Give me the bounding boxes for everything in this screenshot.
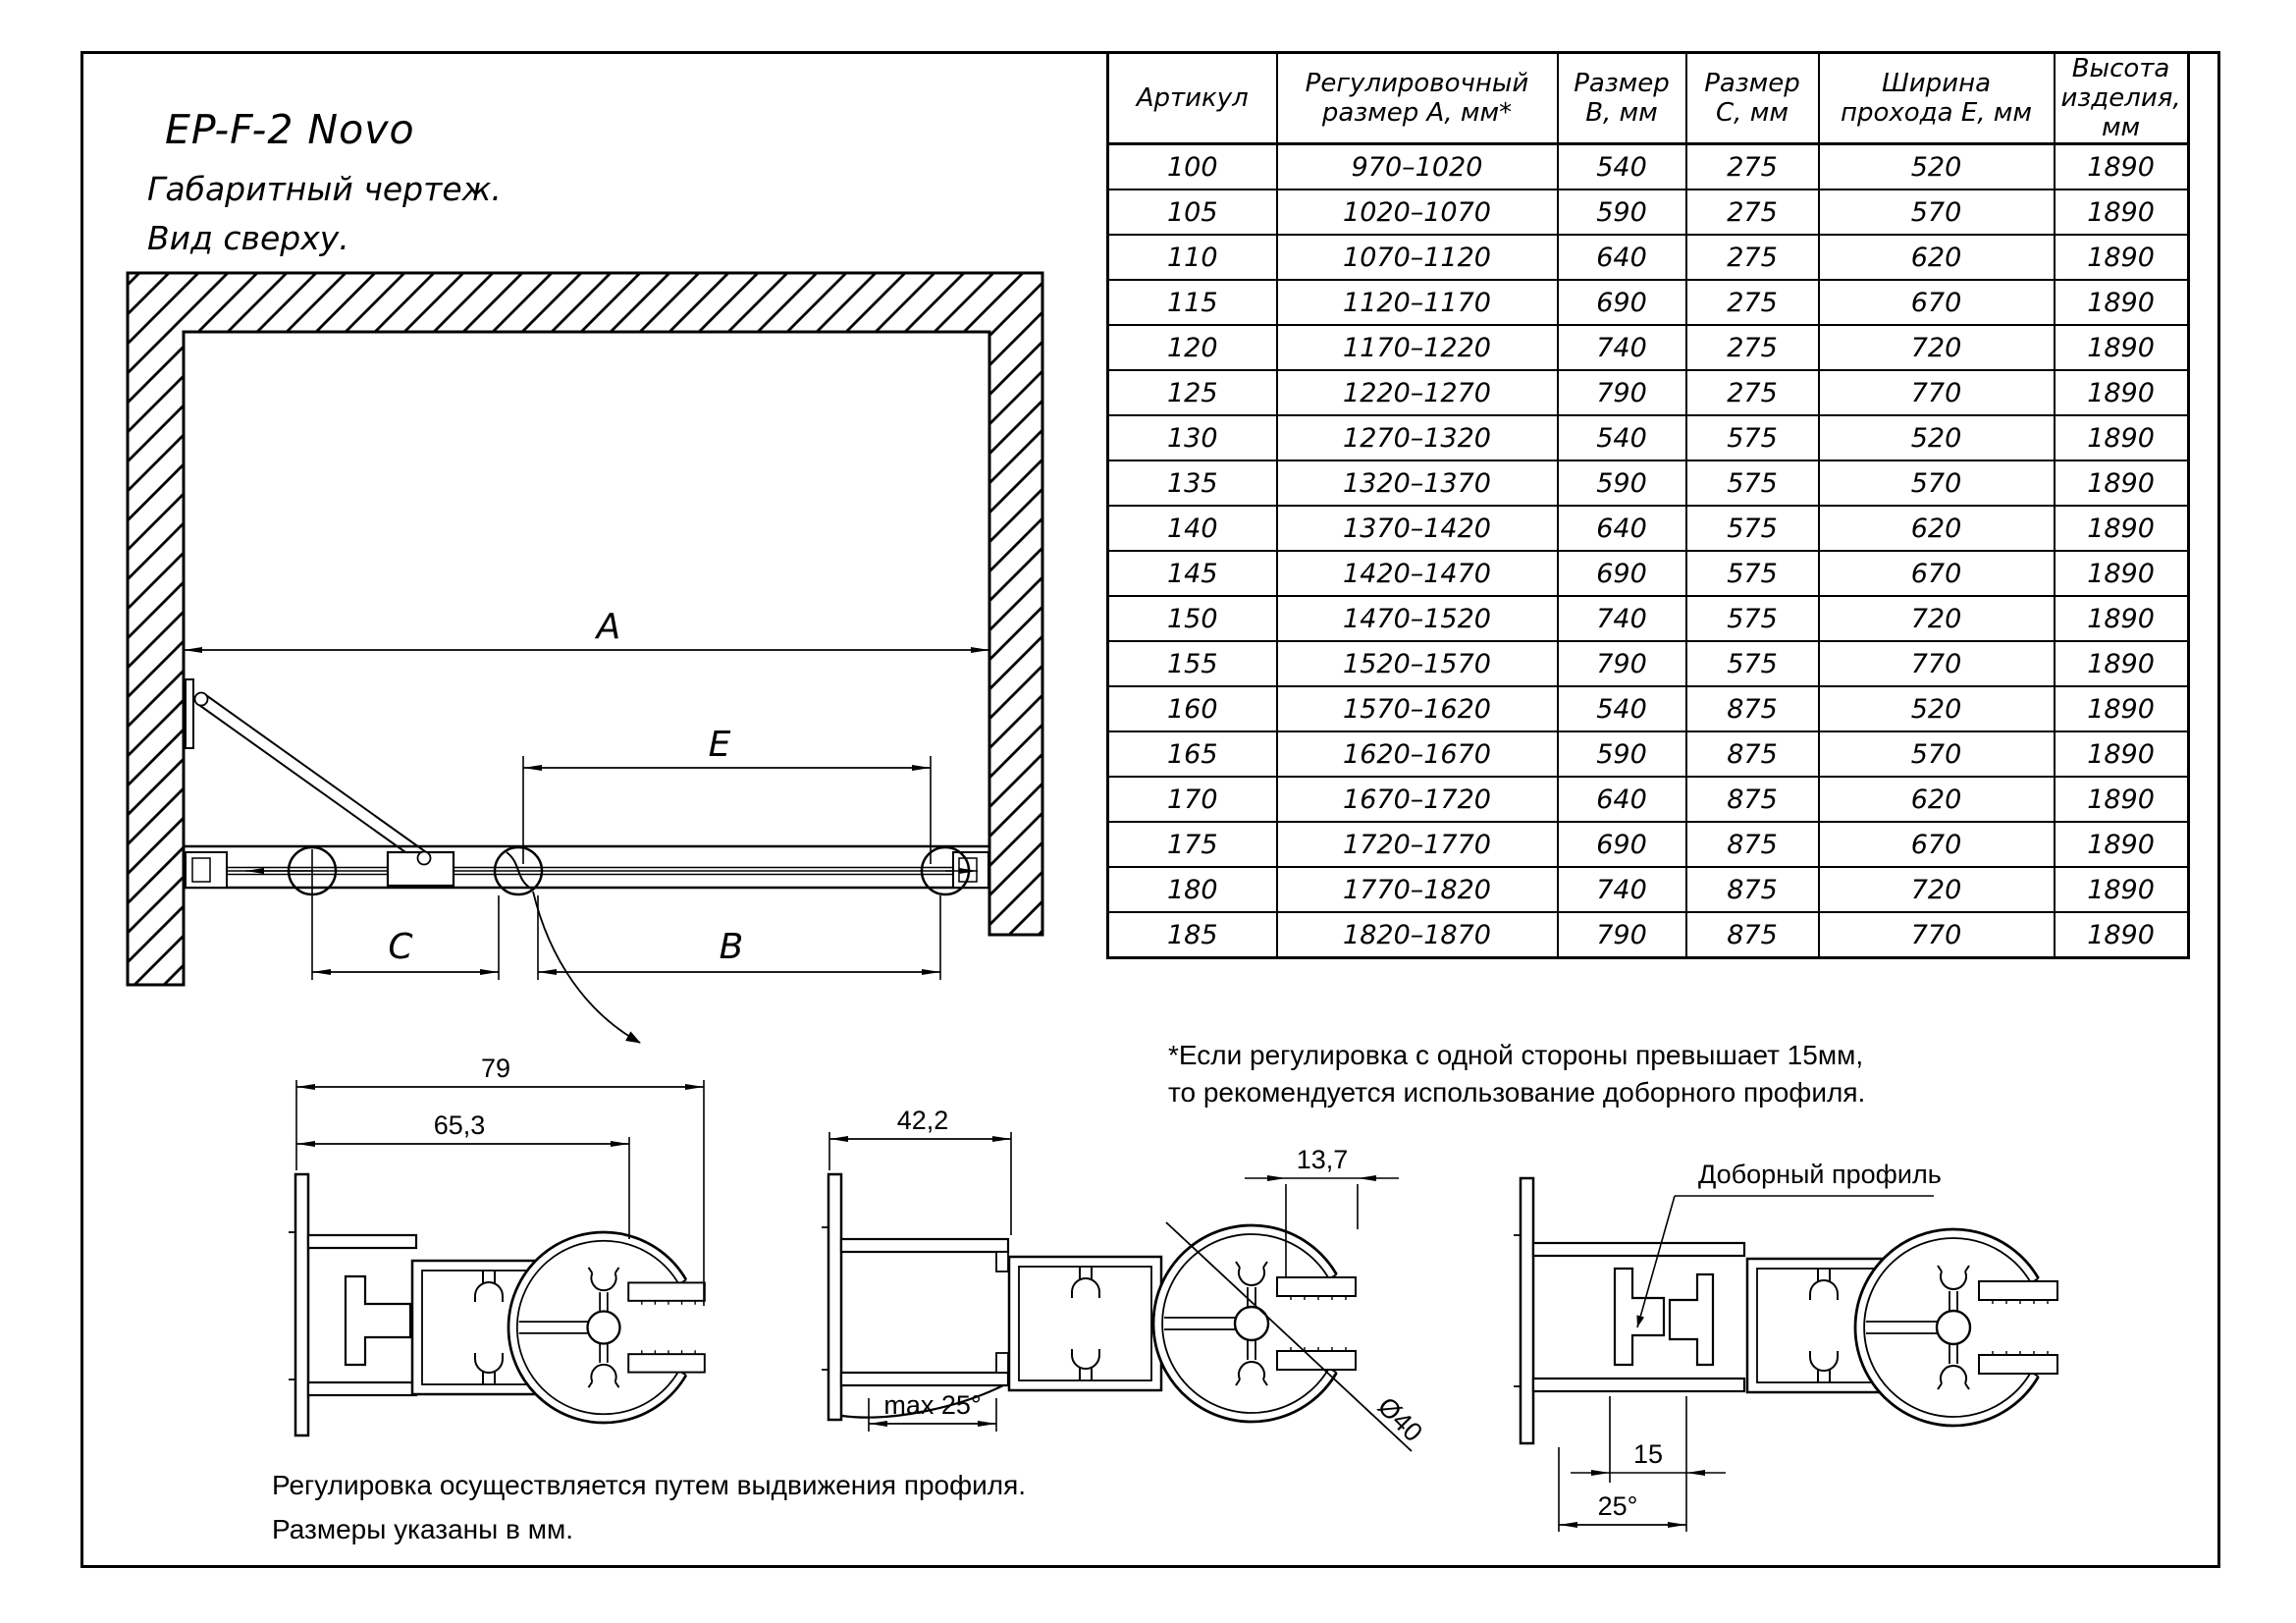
table-cell: 970–1020 <box>1277 144 1558 190</box>
footer-line-1: Регулировка осуществляется путем выдвижения профиля. <box>272 1470 1027 1500</box>
table-cell: 1370–1420 <box>1277 506 1558 551</box>
table-cell: 790 <box>1558 912 1686 958</box>
table-row <box>1108 596 2189 641</box>
table-cell: 180 <box>1108 867 1277 912</box>
table-cell: 110 <box>1108 235 1277 280</box>
table-cell: 570 <box>1819 460 2055 506</box>
title-block <box>147 106 502 263</box>
detail-2-section <box>822 1106 1428 1451</box>
table-cell: 175 <box>1108 822 1277 867</box>
table-cell: 875 <box>1686 686 1819 731</box>
table-cell: 875 <box>1686 867 1819 912</box>
rail <box>184 846 989 894</box>
table-cell: 875 <box>1686 731 1819 777</box>
table-cell: 570 <box>1819 731 2055 777</box>
table-cell: 620 <box>1819 777 2055 822</box>
table-cell: 1890 <box>2055 867 2189 912</box>
table-cell: 1670–1720 <box>1277 777 1558 822</box>
table-cell: 1520–1570 <box>1277 641 1558 686</box>
table-cell: 120 <box>1108 325 1277 370</box>
table-cell: 1220–1270 <box>1277 370 1558 415</box>
table-cell: 875 <box>1686 777 1819 822</box>
roller-profile <box>1855 1229 2057 1426</box>
table-cell: 1420–1470 <box>1277 551 1558 596</box>
table-cell: 105 <box>1108 189 1277 235</box>
table-cell: 275 <box>1686 144 1819 190</box>
col-header-height: Высота изделия, мм <box>2055 53 2189 144</box>
adjuster-t-insert <box>346 1276 410 1365</box>
table-cell: 125 <box>1108 370 1277 415</box>
table-cell: 520 <box>1819 686 2055 731</box>
table-cell: 620 <box>1819 235 2055 280</box>
table-row <box>1108 280 2189 325</box>
table-row <box>1108 460 2189 506</box>
col-header-size-b: Размер В, мм <box>1558 53 1686 144</box>
table-cell: 740 <box>1558 325 1686 370</box>
view-label: Вид сверху. <box>147 219 349 257</box>
col-header-size-c: Размер С, мм <box>1686 53 1819 144</box>
table-cell: 620 <box>1819 506 2055 551</box>
table-cell: 185 <box>1108 912 1277 958</box>
walls-hatched <box>128 273 1042 985</box>
table-cell: 590 <box>1558 460 1686 506</box>
table-cell: 770 <box>1819 370 2055 415</box>
table-cell: 1890 <box>2055 596 2189 641</box>
dim-15-label: 15 <box>1632 1439 1664 1469</box>
table-row <box>1108 551 2189 596</box>
table-cell: 570 <box>1819 189 2055 235</box>
table-cell: 1170–1220 <box>1277 325 1558 370</box>
table-row <box>1108 822 2189 867</box>
table-cell: 575 <box>1686 551 1819 596</box>
table-cell: 575 <box>1686 596 1819 641</box>
table-cell: 575 <box>1686 415 1819 460</box>
table-cell: 1890 <box>2055 731 2189 777</box>
table-row <box>1108 912 2189 958</box>
dim-c-label: C <box>388 927 413 967</box>
table-cell: 640 <box>1558 506 1686 551</box>
table-cell: 1890 <box>2055 415 2189 460</box>
table-cell: 690 <box>1558 822 1686 867</box>
table-cell: 275 <box>1686 325 1819 370</box>
table-row <box>1108 731 2189 777</box>
table-cell: 170 <box>1108 777 1277 822</box>
rail-profile <box>1009 1257 1161 1390</box>
table-row <box>1108 415 2189 460</box>
dim-79-label: 79 <box>480 1055 511 1083</box>
footer-line-2: Размеры указаны в мм. <box>272 1514 573 1544</box>
dim-a-label: A <box>596 607 621 647</box>
table-cell: 690 <box>1558 551 1686 596</box>
table-cell: 275 <box>1686 280 1819 325</box>
dim-65-3-label: 65,3 <box>433 1110 486 1140</box>
table-cell: 520 <box>1819 144 2055 190</box>
table-cell: 1890 <box>2055 189 2189 235</box>
table-cell: 575 <box>1686 460 1819 506</box>
size-table-body <box>1108 144 2189 958</box>
table-cell: 1890 <box>2055 912 2189 958</box>
table-row <box>1108 235 2189 280</box>
table-cell: 1020–1070 <box>1277 189 1558 235</box>
note-line-2: то рекомендуется использование доборного профиля. <box>1168 1077 1866 1108</box>
wall-profile-plate <box>1521 1178 1533 1443</box>
table-cell: 1770–1820 <box>1277 867 1558 912</box>
table-cell: 540 <box>1558 415 1686 460</box>
table-row <box>1108 189 2189 235</box>
table-cell: 1890 <box>2055 144 2189 190</box>
table-cell: 165 <box>1108 731 1277 777</box>
table-cell: 640 <box>1558 235 1686 280</box>
detail-callout-arrow <box>533 892 640 1043</box>
table-row <box>1108 867 2189 912</box>
table-cell: 1890 <box>2055 777 2189 822</box>
table-cell: 130 <box>1108 415 1277 460</box>
table-cell: 155 <box>1108 641 1277 686</box>
table-row <box>1108 325 2189 370</box>
table-cell: 790 <box>1558 370 1686 415</box>
table-cell: 770 <box>1819 641 2055 686</box>
dim-13-7-label: 13,7 <box>1296 1145 1349 1174</box>
table-cell: 1320–1370 <box>1277 460 1558 506</box>
table-cell: 275 <box>1686 189 1819 235</box>
table-cell: 875 <box>1686 912 1819 958</box>
table-row <box>1108 686 2189 731</box>
size-table-header <box>1108 53 2189 144</box>
table-cell: 740 <box>1558 596 1686 641</box>
dim-b-label: B <box>719 927 744 967</box>
dim-42-2-label: 42,2 <box>896 1106 949 1135</box>
roller-profile <box>508 1232 705 1423</box>
wall-profile-plate <box>295 1174 308 1435</box>
col-header-size-a: Регулировочный размер А, мм* <box>1277 53 1558 144</box>
table-cell: 770 <box>1819 912 2055 958</box>
extension-profile-label: Доборный профиль <box>1698 1160 1942 1189</box>
table-cell: 145 <box>1108 551 1277 596</box>
table-cell: 690 <box>1558 280 1686 325</box>
table-cell: 1890 <box>2055 506 2189 551</box>
dimension-e <box>523 756 931 864</box>
table-cell: 520 <box>1819 415 2055 460</box>
table-cell: 1570–1620 <box>1277 686 1558 731</box>
table-cell: 275 <box>1686 235 1819 280</box>
note-line-1: *Если регулировка с одной стороны превышает 15мм, <box>1168 1040 1864 1070</box>
table-cell: 160 <box>1108 686 1277 731</box>
table-cell: 640 <box>1558 777 1686 822</box>
table-cell: 1720–1770 <box>1277 822 1558 867</box>
table-cell: 540 <box>1558 144 1686 190</box>
table-cell: 1890 <box>2055 551 2189 596</box>
extension-profile <box>1615 1269 1664 1365</box>
table-cell: 150 <box>1108 596 1277 641</box>
table-cell: 115 <box>1108 280 1277 325</box>
table-cell: 720 <box>1819 867 2055 912</box>
size-table <box>1106 51 2190 959</box>
wall-profile-plate <box>828 1174 841 1420</box>
table-cell: 670 <box>1819 822 2055 867</box>
table-row <box>1108 144 2189 190</box>
table-cell: 590 <box>1558 189 1686 235</box>
table-cell: 575 <box>1686 506 1819 551</box>
table-cell: 1890 <box>2055 460 2189 506</box>
table-cell: 1620–1670 <box>1277 731 1558 777</box>
top-view-drawing <box>98 245 1070 1070</box>
table-cell: 540 <box>1558 686 1686 731</box>
table-cell: 590 <box>1558 731 1686 777</box>
table-row <box>1108 506 2189 551</box>
table-cell: 720 <box>1819 596 2055 641</box>
table-cell: 1890 <box>2055 641 2189 686</box>
model-name: EP-F-2 Novo <box>165 106 415 153</box>
table-cell: 670 <box>1819 551 2055 596</box>
table-cell: 1890 <box>2055 822 2189 867</box>
table-cell: 1270–1320 <box>1277 415 1558 460</box>
table-cell: 1120–1170 <box>1277 280 1558 325</box>
table-cell: 740 <box>1558 867 1686 912</box>
detail-3-section <box>1514 1160 2057 1532</box>
table-cell: 1470–1520 <box>1277 596 1558 641</box>
table-cell: 1890 <box>2055 325 2189 370</box>
profile-details <box>88 1055 2169 1566</box>
table-cell: 135 <box>1108 460 1277 506</box>
table-cell: 670 <box>1819 280 2055 325</box>
table-cell: 720 <box>1819 325 2055 370</box>
drawing-type-label: Габаритный чертеж. <box>147 170 502 208</box>
dim-d40-label: Ø40 <box>1371 1390 1429 1448</box>
table-row <box>1108 777 2189 822</box>
table-cell: 1070–1120 <box>1277 235 1558 280</box>
table-cell: 875 <box>1686 822 1819 867</box>
table-cell: 1890 <box>2055 235 2189 280</box>
table-row <box>1108 370 2189 415</box>
table-cell: 1890 <box>2055 686 2189 731</box>
dim-e-label: E <box>708 725 731 765</box>
col-header-width-e: Ширина прохода Е, мм <box>1819 53 2055 144</box>
roller-profile <box>1153 1225 1356 1422</box>
col-header-articul: Артикул <box>1108 53 1277 144</box>
table-cell: 1820–1870 <box>1277 912 1558 958</box>
table-cell: 1890 <box>2055 280 2189 325</box>
table-row <box>1108 641 2189 686</box>
table-cell: 100 <box>1108 144 1277 190</box>
table-cell: 140 <box>1108 506 1277 551</box>
table-cell: 575 <box>1686 641 1819 686</box>
table-cell: 1890 <box>2055 370 2189 415</box>
table-cell: 790 <box>1558 641 1686 686</box>
table-cell: 275 <box>1686 370 1819 415</box>
dim-max-25-label: max 25° <box>883 1390 982 1420</box>
dim-25-label: 25° <box>1597 1491 1638 1521</box>
detail-1-section <box>289 1055 705 1435</box>
glass-panel <box>228 868 972 875</box>
